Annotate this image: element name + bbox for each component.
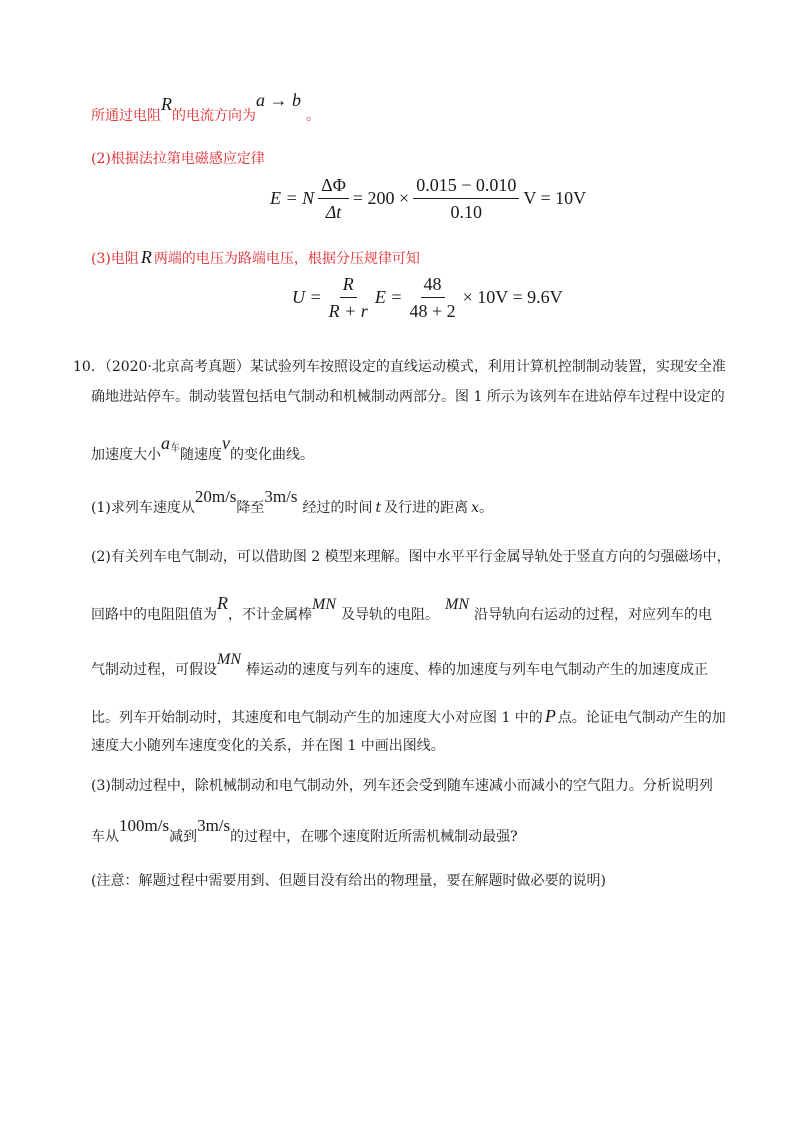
p2b-mid1: ，不计金属棒 bbox=[228, 607, 312, 623]
step3-pre: (3)电阻 bbox=[91, 251, 139, 267]
question-part2-line1: (2)有关列车电气制动，可以借助图 2 模型来理解。图中水平平行金属导轨处于竖直方向的匀强磁场中， bbox=[91, 549, 731, 565]
intro3-post: 的变化曲线。 bbox=[230, 447, 314, 463]
var-x: x bbox=[471, 500, 480, 516]
question-number: 10． bbox=[73, 359, 105, 375]
eq1-lhs: E = N bbox=[270, 188, 315, 208]
p2b-post: 沿导轨向右运动的过程，对应列车的电 bbox=[474, 607, 712, 623]
speed-20: 20m/s bbox=[194, 487, 237, 506]
question-note: (注意：解题过程中需要用到、但题目没有给出的物理量，要在解题时做必要的说明) bbox=[91, 873, 606, 889]
line1-text: 所通过电阻 bbox=[91, 108, 161, 124]
question-part2-line4 bbox=[91, 706, 726, 728]
eq1-num2: 0.015 − 0.010 bbox=[413, 174, 519, 199]
question-part2-line3 bbox=[91, 651, 708, 680]
eq1-fraction-1 bbox=[318, 174, 349, 223]
point-P: P bbox=[544, 706, 556, 726]
eq2-den1: R + r bbox=[328, 301, 368, 321]
solution-line1 bbox=[91, 90, 320, 126]
eq1-result: V = 10V bbox=[523, 188, 587, 208]
p2b-mid2: 及导轨的电阻。 bbox=[341, 607, 439, 623]
divider-equation bbox=[292, 273, 563, 322]
p1-pre: (1)求列车速度从 bbox=[91, 500, 195, 516]
p2d-pre: 比。列车开始制动时，其速度和电气制动产生的加速度大小对应图 1 中的 bbox=[91, 710, 543, 726]
question-intro-line3 bbox=[91, 433, 314, 467]
speed-3: 3m/s bbox=[264, 487, 298, 506]
step3-post: 两端的电压为路端电压，根据分压规律可知 bbox=[153, 251, 420, 267]
var-a: a bbox=[161, 433, 170, 453]
eq1-mid: = 200 × bbox=[352, 188, 410, 208]
eq2-den2: 48 + 2 bbox=[409, 301, 456, 321]
eq2-fraction-2 bbox=[406, 273, 458, 322]
question-part2-line5: 速度大小随列车速度变化的关系，并在图 1 中画出图线。 bbox=[91, 738, 445, 754]
eq2-result: × 10V = 9.6V bbox=[462, 287, 563, 307]
p2d-post: 点。论证电气制动产生的加 bbox=[557, 710, 726, 726]
var-R-p2: R bbox=[217, 593, 228, 613]
p3b-post: 的过程中，在哪个速度附近所需机械制动最强? bbox=[230, 829, 518, 845]
question-intro1: 某试验列车按照设定的直线运动模式，利用计算机控制制动装置，实现安全准 bbox=[249, 359, 726, 375]
eq1-den1: Δt bbox=[325, 202, 342, 222]
var-R: R bbox=[161, 94, 172, 114]
var-t: t bbox=[375, 500, 382, 516]
question-source: （2020·北京高考真题） bbox=[104, 359, 250, 375]
eq1-fraction-2 bbox=[413, 174, 519, 223]
p3b-pre: 车从 bbox=[91, 829, 119, 845]
solution-step3 bbox=[91, 247, 420, 269]
p2c-post: 棒运动的速度与列车的速度、棒的加速度与列车电气制动产生的加速度成正 bbox=[246, 662, 708, 678]
p2c-pre: 气制动过程，可假设 bbox=[91, 662, 217, 678]
p1-post2: 及行进的距离 bbox=[384, 500, 469, 516]
eq2-num2: 48 bbox=[421, 273, 445, 298]
question-intro-line1 bbox=[73, 357, 726, 377]
faraday-equation bbox=[270, 174, 586, 223]
var-MN-3: MN bbox=[217, 651, 241, 668]
p1-post1: 经过的时间 bbox=[302, 500, 373, 516]
line1-end: 。 bbox=[306, 108, 320, 124]
question-intro-line2: 确地进站停车。制动装置包括电气制动和机械制动两部分。图 1 所示为该列车在进站停车过程中设定的 bbox=[91, 389, 725, 405]
speed-100: 100m/s bbox=[119, 816, 170, 835]
p3b-mid: 减到 bbox=[169, 829, 198, 845]
p2b-pre: 回路中的电阻阻值为 bbox=[91, 607, 217, 623]
eq1-den2: 0.10 bbox=[450, 202, 483, 222]
question-part3-line1: (3)制动过程中，除机械制动和电气制动外，列车还会受到随车速减小而减小的空气阻力。分析说明列 bbox=[91, 778, 713, 794]
eq2-num1: R bbox=[340, 273, 357, 298]
speed-3-p3: 3m/s bbox=[197, 816, 231, 835]
intro3-mid: 随速度 bbox=[180, 447, 222, 463]
question-part3-line2 bbox=[91, 816, 518, 847]
p1-mid: 降至 bbox=[236, 500, 265, 516]
p1-end: 。 bbox=[479, 500, 494, 516]
eq2-mid1: E = bbox=[374, 287, 403, 307]
current-direction: a → b bbox=[256, 90, 301, 110]
var-v: v bbox=[222, 433, 230, 453]
question-part1 bbox=[91, 487, 494, 518]
solution-step2: (2)根据法拉第电磁感应定律 bbox=[91, 151, 265, 167]
eq1-num1: ΔΦ bbox=[318, 174, 349, 199]
var-R-step3: R bbox=[140, 247, 152, 267]
line1-mid-text: 的电流方向为 bbox=[172, 108, 256, 124]
var-a-subscript: 车 bbox=[170, 443, 180, 454]
intro3-pre: 加速度大小 bbox=[91, 447, 161, 463]
question-part2-line2 bbox=[91, 593, 712, 625]
eq2-fraction-1 bbox=[326, 273, 371, 322]
var-MN-1: MN bbox=[312, 596, 336, 613]
var-MN-2: MN bbox=[445, 596, 469, 613]
eq2-lhs: U = bbox=[292, 287, 322, 307]
